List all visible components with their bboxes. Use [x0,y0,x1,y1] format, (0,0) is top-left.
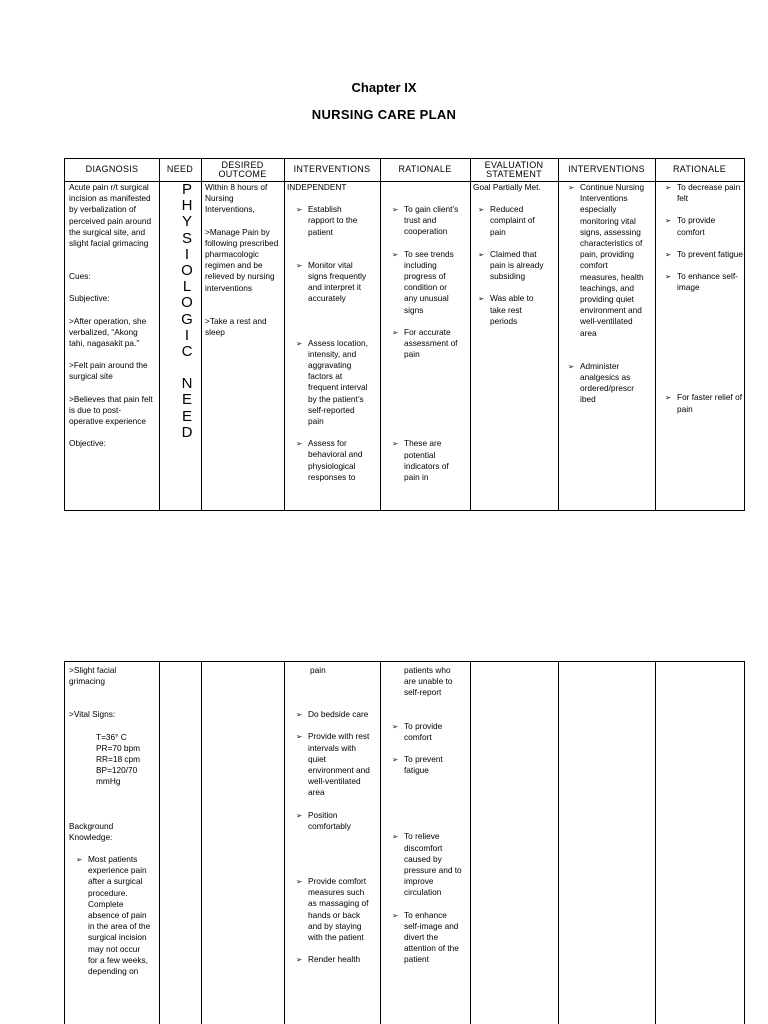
need-letter: L [182,278,192,296]
vital-pulse-rate: PR=70 bpm [96,742,141,753]
rationale-continued-text: patients who are unable to self-report [404,665,453,698]
intervention-2-item: ➢ Administer analgesics as ordered/prescr ibed [567,361,648,406]
rationale-item: ➢ For accurate assessment of pain [391,327,462,361]
header-evaluation-statement: EVALUATION STATEMENT [484,159,544,179]
cues-label: Cues: [69,271,91,282]
evaluation-status: Goal Partially Met. [473,182,541,192]
rationale-item: ➢ To see trends including progress of condition or any unusual signs [391,249,460,316]
interventions-independent-label: INDEPENDENT [287,182,347,192]
vital-signs-label: >Vital Signs: [69,709,116,720]
rationale-2-item: ➢ To prevent fatigue [664,249,743,260]
interventions-cell [287,182,377,483]
subjective-verbalized: >After operation, she verbalized, “Akong tahi, nagasakit pa.” [69,315,147,349]
need-letter: D [181,423,193,441]
desired-outcome-cell [205,182,283,338]
need-letter: Y [181,213,192,231]
need-letter: I [184,245,190,263]
rationale-item: ➢ To relieve discomfort caused by pressure and to improve circulation [391,831,464,898]
rationale-item: ➢ To gain client’s trust and cooperation [391,204,460,238]
subjective-label: Subjective: [69,293,110,304]
evaluation-item: ➢ Claimed that pain is already subsiding [477,249,548,283]
need-letter: P [181,181,192,198]
header-diagnosis: DIAGNOSIS [85,164,139,175]
header-interventions: INTERVENTIONS [293,164,371,175]
evaluation-item: ➢ Reduced complaint of pain [477,204,548,238]
header-need: NEED [166,164,194,175]
rationale-item: ➢ These are potential indicators of pain in [391,438,460,483]
care-plan-table-page-2 [64,661,745,1024]
evaluation-item: ➢ Was able to take rest periods [477,293,548,327]
need-letter: H [181,197,193,215]
header-rationale-2: RATIONALE [672,164,727,175]
need-letter: I [184,326,190,344]
rationale-item: ➢ To enhance self-image and divert the attention of the patient [391,910,464,966]
vital-blood-pressure: BP=120/70 mmHg [96,765,138,787]
rationale-continued-cell [383,665,467,966]
rationale-2-item: ➢ To decrease pain felt [664,182,743,204]
outcome-rest: >Take a rest and sleep [205,315,267,338]
intervention-item: ➢ Monitor vital signs frequently and interpret it accurately [295,260,370,305]
intervention-item: ➢ Provide with rest intervals with quiet environment and well-ventilated area [295,731,370,798]
care-plan-table-page-1 [64,158,745,511]
rationale-cell [383,204,467,483]
need-letter: S [181,229,192,247]
outcome-manage-pain: >Manage Pain by following prescribed pharmacologic regimen and be relieved by nursing interventions [205,226,279,293]
intervention-continued-text: pain [310,665,326,675]
header-interventions-2: INTERVENTIONS [568,164,645,175]
need-letter-gap [171,360,203,376]
rationale-2-item: ➢ To provide comfort [664,215,743,237]
outcome-timeframe: Within 8 hours of Nursing Interventions, [205,182,268,215]
interventions-continued-cell [287,665,377,965]
need-vertical-text [171,182,203,441]
need-letter: G [181,310,193,328]
need-letter: O [181,262,193,280]
rationale-2-item: ➢ For faster relief of pain [664,392,743,414]
chapter-heading: Chapter IX [351,80,417,95]
vital-signs-list [96,732,151,788]
need-letter: O [181,294,193,312]
vital-temperature: T=36° C [96,731,127,742]
table-header-row [65,159,744,182]
intervention-item: ➢ Position comfortably [295,810,370,832]
page-title: NURSING CARE PLAN [311,107,457,122]
objective-grimacing: >Slight facial grimacing [69,665,117,687]
diagnosis-statement: Acute pain r/t surgical incision as manifested by verbalization of perceived pain around the surgical site, and slight facial grimacing [69,182,152,249]
evaluation-cell [473,182,557,327]
intervention-item: ➢ Provide comfort measures such as massaging of hands or back and by staying with the patient [295,876,370,943]
intervention-item: ➢ Establish rapport to the patient [295,204,370,238]
vital-respiratory-rate: RR=18 cpm [96,754,141,765]
interventions-2-cell [561,182,653,406]
need-letter: E [181,391,192,409]
need-letter: C [181,343,193,361]
subjective-felt-pain: >Felt pain around the surgical site [69,360,148,382]
rationale-2-item: ➢ To enhance self-image [664,271,743,293]
intervention-item: ➢ Assess location, intensity, and aggravating factors at frequent interval by the patient’s self-reported pain [295,338,370,428]
diagnosis-continued-cell [69,665,155,977]
need-letter: N [181,375,193,393]
objective-label: Objective: [69,438,106,449]
intervention-2-item: ➢ Continue Nursing Interventions especially monitoring vital signs, assessing characteristics of pain, providing comfort measures, health teachings, and providing quiet environment and well-ventilated area [567,182,648,339]
background-knowledge-item: ➢ Most patients experience pain after a surgical procedure. Complete absence of pain in the area of the surgical incision may not occur for a few weeks, depending on [75,854,152,977]
rationale-item: ➢ To prevent fatigue [391,754,460,776]
need-letter: E [181,407,192,425]
intervention-item: ➢ Assess for behavioral and physiological responses to [295,438,370,483]
diagnosis-cell [69,182,155,449]
subjective-believes: >Believes that pain felt is due to post-operative experience [69,393,153,427]
background-knowledge-label: Background Knowledge: [69,820,114,842]
rationale-2-cell [658,182,744,415]
header-desired-outcome: DESIRED OUTCOME [218,159,267,179]
intervention-item: ➢ Render health [295,954,370,965]
rationale-item: ➢ To provide comfort [391,721,460,743]
intervention-item: ➢ Do bedside care [295,709,370,720]
header-rationale: RATIONALE [398,164,452,175]
